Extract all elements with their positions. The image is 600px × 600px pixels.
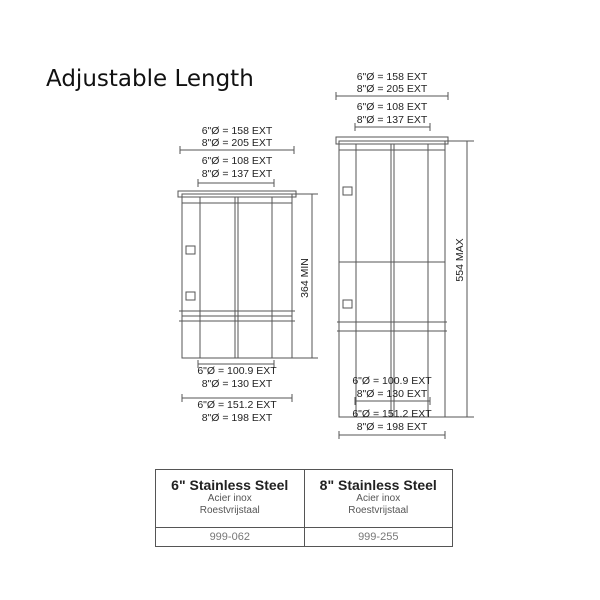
col-6in-part-number: 999-062 bbox=[209, 531, 250, 543]
left-bottom-dim-1: 6"Ø = 100.9 EXT bbox=[197, 365, 277, 377]
col-8in-heading: 8" Stainless Steel bbox=[319, 477, 437, 493]
left-pipe-body bbox=[182, 194, 292, 358]
left-bottom-dim-3: 6"Ø = 151.2 EXT bbox=[197, 399, 277, 411]
page-title: Adjustable Length bbox=[46, 66, 254, 92]
right-pipe-tab bbox=[343, 187, 352, 195]
col-6in-nl: Roestvrijstaal bbox=[199, 505, 260, 516]
right-height-label: 554 MAX bbox=[454, 238, 466, 282]
left-top-dim-4: 8"Ø = 137 EXT bbox=[201, 168, 273, 180]
right-bottom-dim-3: 6"Ø = 151.2 EXT bbox=[352, 408, 432, 420]
right-top-dim-2: 8"Ø = 205 EXT bbox=[356, 83, 428, 95]
left-top-dim-3: 6"Ø = 108 EXT bbox=[201, 155, 273, 167]
col-8in-part-number: 999-255 bbox=[358, 531, 399, 543]
col-8in-nl: Roestvrijstaal bbox=[348, 505, 409, 516]
right-bottom-dim-4: 8"Ø = 198 EXT bbox=[356, 421, 428, 433]
table-col-8in bbox=[304, 470, 453, 546]
left-pipe-tab bbox=[186, 292, 195, 300]
col-6in-heading: 6" Stainless Steel bbox=[171, 477, 289, 493]
col-6in-fr: Acier inox bbox=[207, 493, 252, 504]
left-bottom-dim-2: 8"Ø = 130 EXT bbox=[201, 378, 273, 390]
left-height-label: 364 MIN bbox=[299, 258, 311, 298]
left-bottom-dim-4: 8"Ø = 198 EXT bbox=[201, 412, 273, 424]
left-top-dim-1: 6"Ø = 158 EXT bbox=[201, 125, 273, 137]
right-pipe-tab bbox=[343, 300, 352, 308]
left-pipe-drawing bbox=[178, 146, 318, 402]
right-top-dim-4: 8"Ø = 137 EXT bbox=[356, 114, 428, 126]
right-top-dim-1: 6"Ø = 158 EXT bbox=[356, 71, 428, 83]
right-top-dim-3: 6"Ø = 108 EXT bbox=[356, 101, 428, 113]
table-col-6in bbox=[156, 470, 304, 546]
right-bottom-dim-1: 6"Ø = 100.9 EXT bbox=[352, 375, 432, 387]
right-bottom-dim-2: 8"Ø = 130 EXT bbox=[356, 388, 428, 400]
left-pipe-tab bbox=[186, 246, 195, 254]
col-8in-fr: Acier inox bbox=[356, 493, 401, 504]
left-top-dim-2: 8"Ø = 205 EXT bbox=[201, 137, 273, 149]
product-table bbox=[155, 469, 453, 547]
